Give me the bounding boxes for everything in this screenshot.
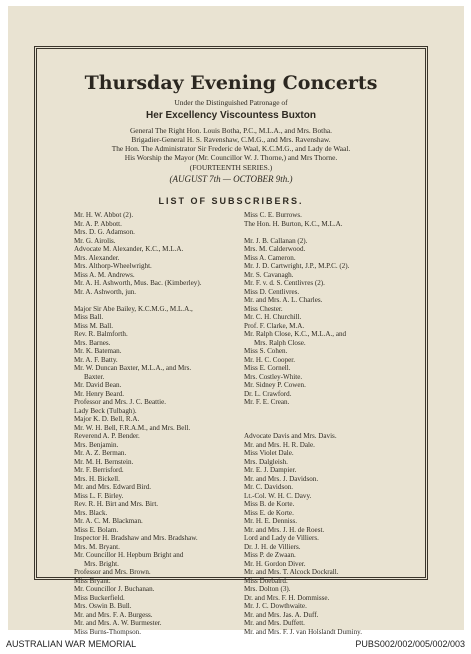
subscriber-entry: Miss P. de Zwaan. (244, 551, 296, 559)
subscriber-entry: Mr. W. Duncan Baxter, M.L.A., and Mrs. (74, 364, 192, 372)
patron-name: Her Excellency Viscountess Buxton (146, 110, 316, 121)
subscriber-entry: Miss A. Cameron. (244, 253, 296, 262)
subscriber-entry: Mrs. M. Calderwood. (244, 245, 306, 253)
subscriber-entry: Mr. and Mrs. A. W. Burmester. (74, 619, 162, 627)
subscriber-entry: Mrs. D. G. Adamson. (74, 228, 135, 236)
subscriber-entry: Professor and Mrs. Brown. (74, 568, 151, 576)
subscriber-entry: Mr. and Mrs. H. R. Dale. (244, 440, 315, 449)
subscriber-entry: Lt.-Col. W. H. C. Davy. (244, 491, 312, 500)
guest-line: His Worship the Mayor (Mr. Councillor W. J. Thorne,) and Mrs Thorne. (124, 153, 338, 162)
subscriber-entry: Mr. H. Gordon Diver. (244, 559, 306, 568)
guest-line: General The Right Hon. Louis Botha, P.C., M.L.A., and Mrs. Botha. (129, 126, 333, 135)
subscriber-entry: Mrs. Bright. (84, 559, 119, 568)
subscriber-entry: Miss Violet Dale. (244, 449, 294, 457)
subscriber-entry: Mr. A. F. Batty. (74, 355, 118, 364)
subscriber-entry: Miss A. M. Andrews. (74, 270, 135, 279)
subscriber-entry: Major Sir Abe Bailey, K.C.M.G., M.L.A., (74, 304, 193, 313)
guest-line: The Hon. The Administrator Sir Frederic de Waal, K.C.M.G., and Lady de Waal. (111, 144, 351, 153)
footer-reference: PUBS002/002/005/002/003 (355, 639, 465, 649)
subscriber-entry: Miss D. Centlivres. (244, 287, 300, 296)
subscriber-entry: Mr. and Mrs. T. Alcock Dockrall. (244, 568, 339, 576)
subscriber-entry (244, 415, 424, 424)
subscriber-entry: Mr. J. C. Dowthwaite. (244, 602, 307, 610)
subscriber-entry: Mrs. Ralph Close. (254, 338, 306, 347)
subscribers-left-column (74, 211, 259, 636)
subscriber-entry: Miss L. F. Birley. (74, 491, 124, 500)
subscriber-entry: Mrs. Alexander. (74, 253, 120, 262)
subscriber-entry: Mr. A. C. M. Blackman. (74, 517, 143, 525)
subscriber-entry: Miss Doebaird. (244, 576, 288, 585)
subscriber-entry: Mr. and Mrs. J. H. de Roest. (244, 525, 325, 534)
subscriber-entry: Mr. and Mrs. Duffett. (244, 619, 305, 627)
subscriber-entry: Miss E. Bolam. (74, 525, 119, 534)
subscriber-entry: Mrs. Oswin B. Bull. (74, 602, 132, 610)
subscriber-entry: Mrs. M. Bryant. (74, 542, 120, 551)
subscriber-entry: Dr. L. Crawford. (244, 389, 292, 398)
subscriber-entry: The Hon. H. Burton, K.C., M.L.A. (244, 219, 343, 228)
subscriber-entry: Mr. K. Bateman. (74, 347, 122, 355)
subscriber-entry (244, 424, 424, 433)
subscriber-entry: Mr. C. H. Churchill. (244, 313, 302, 321)
subscriber-entry: Mr. and Mrs. Edward Bird. (74, 483, 152, 491)
subscriber-entry: Mr. A. Z. Berman. (74, 449, 127, 457)
subscriber-entry (244, 407, 424, 416)
subscribers-right-column (244, 211, 424, 636)
date-range: (AUGUST 7th — OCTOBER 9th.) (169, 174, 293, 184)
subscriber-entry: Dr. J. H. de Villiers. (244, 542, 301, 551)
subscriber-entry: Mr. Henry Beard. (74, 389, 125, 398)
subscriber-entry: Reverend A. P. Bender. (74, 432, 140, 440)
footer-institution: AUSTRALIAN WAR MEMORIAL (6, 639, 137, 649)
subscriber-entry: Inspector H. Bradshaw and Mrs. Bradshaw. (74, 534, 198, 542)
subscriber-entry: Prof. F. Clarke, M.A. (244, 321, 305, 330)
subscriber-entry: Mr. M. H. Bernstein. (74, 457, 134, 466)
subscriber-entry: Mr. E. J. Dampier. (244, 466, 297, 474)
subscriber-entry: Mrs. Benjamin. (74, 440, 119, 449)
subscriber-entry: Mrs. Black. (74, 508, 108, 517)
subscriber-entry: Miss Ball. (74, 313, 104, 321)
subscriber-entry: Miss Burns-Thompson. (74, 627, 142, 636)
subscriber-entry (74, 296, 259, 305)
subscriber-entry: Miss M. Ball. (74, 321, 114, 330)
subscriber-entry: Mr. F. v. d. S. Centlivres (2). (244, 279, 325, 287)
subscriber-entry: Mr. H. C. Cooper. (244, 355, 296, 364)
subscriber-entry: Dr. and Mrs. F. H. Dommisse. (244, 593, 330, 602)
subscriber-entry: Mr. J. B. Callanan (2). (244, 236, 308, 245)
subscriber-entry: Miss Chester. (244, 304, 283, 313)
subscriber-entry: Miss B. de Korte. (244, 500, 295, 508)
subscriber-entry: Mr. Sidney P. Cowen. (244, 381, 306, 389)
subscriber-entry: Mrs. H. Bickell. (74, 474, 120, 483)
page-title: Thursday Evening Concerts (84, 72, 378, 94)
subscriber-entry: Mr. A. Ashworth, jun. (74, 287, 137, 296)
subscriber-entry: Miss E. Cornell. (244, 364, 291, 372)
subscriber-entry: Mr. J. D. Cartwright, J.P., M.P.C. (2). (244, 262, 350, 270)
subscriber-entry: Mr. F. E. Crean. (244, 398, 290, 406)
subscriber-entry: Miss Buckerfield. (74, 593, 125, 602)
subscriber-entry: Mr. Councillor H. Hepburn Bright and (74, 551, 184, 559)
subscriber-entry: Lady Beck (Tulbagh). (74, 406, 137, 415)
subscriber-entry: Mr. A. P. Abbott. (74, 219, 122, 228)
subscriber-entry: Mr. F. Berrisford. (74, 466, 124, 474)
subscriber-entry: Mr. W. H. Bell, F.R.A.M., and Mrs. Bell. (74, 423, 191, 432)
subscriber-entry: Mr. David Bean. (74, 381, 122, 389)
subscriber-entry: Lord and Lady de Villiers. (244, 534, 319, 542)
subscriber-entry: Mrs. Barnes. (74, 338, 111, 347)
subscriber-entry: Mr. and Mrs. A. L. Charles. (244, 296, 323, 304)
subscriber-entry: Rev. R. Balmforth. (74, 330, 128, 338)
subscriber-entry: Mr. H. W. Abbot (2). (74, 211, 134, 219)
subscriber-entry: Miss C. E. Burrows. (244, 211, 302, 219)
series-label: (FOURTEENTH SERIES.) (189, 163, 273, 172)
subscriber-entry: Major K. D. Bell, R.A. (74, 415, 140, 423)
subscriber-entry: Mr. G. Airolis. (74, 236, 116, 245)
subscriber-entry: Mr. Councillor J. Buchanan. (74, 585, 155, 593)
subscriber-entry: Mrs. Dalgleish. (244, 457, 288, 466)
subscriber-entry: Mrs. Althorp-Wheelwright. (74, 262, 152, 270)
subscriber-entry: Mrs. Costley-White. (244, 372, 303, 381)
guest-line: Brigadier-General H. S. Ravenshaw, C.M.G., and Mrs. Ravenshaw. (131, 135, 331, 144)
subscriber-entry: Miss S. Cohen. (244, 347, 288, 355)
subscriber-entry: Mr. Ralph Close, K.C., M.L.A., and (244, 330, 347, 338)
patronage-line: Under the Distinguished Patronage of (174, 98, 288, 107)
subscriber-entry: Professor and Mrs. J. C. Beattie. (74, 398, 167, 406)
subscriber-entry: Advocate Davis and Mrs. Davis. (244, 432, 337, 440)
subscriber-entry: Mr. and Mrs. F. J. van Holslandt Duminy. (244, 627, 362, 636)
subscriber-entry: Mr. and Mrs. J. Davidson. (244, 474, 319, 483)
subscriber-entry: Mr. H. E. Denniss. (244, 517, 298, 525)
subscriber-entry: Miss E. de Korte. (244, 508, 294, 517)
subscriber-entry: Mr. A. H. Ashworth, Mus. Bac. (Kimberley). (74, 279, 202, 287)
subscriber-entry: Miss Bryant. (74, 576, 111, 585)
subscriber-entry: Rev. R. H. Birt and Mrs. Birt. (74, 500, 159, 508)
subscriber-entry: Mrs. Dolton (3). (244, 585, 291, 593)
subscriber-entry: Mr. and Mrs. Jas. A. Duff. (244, 610, 319, 619)
list-heading: LIST OF SUBSCRIBERS. (158, 196, 304, 206)
subscriber-entry: Advocate M. Alexander, K.C., M.L.A. (74, 245, 184, 253)
subscriber-entry: Baxter. (84, 372, 105, 381)
subscriber-entry: Mr. C. Davidson. (244, 483, 294, 491)
subscriber-entry: Mr. S. Cavanagh. (244, 270, 294, 279)
programme-content (38, 50, 424, 636)
subscriber-entry: Mr. and Mrs. F. A. Burgess. (74, 610, 153, 619)
subscriber-entry (244, 228, 424, 237)
